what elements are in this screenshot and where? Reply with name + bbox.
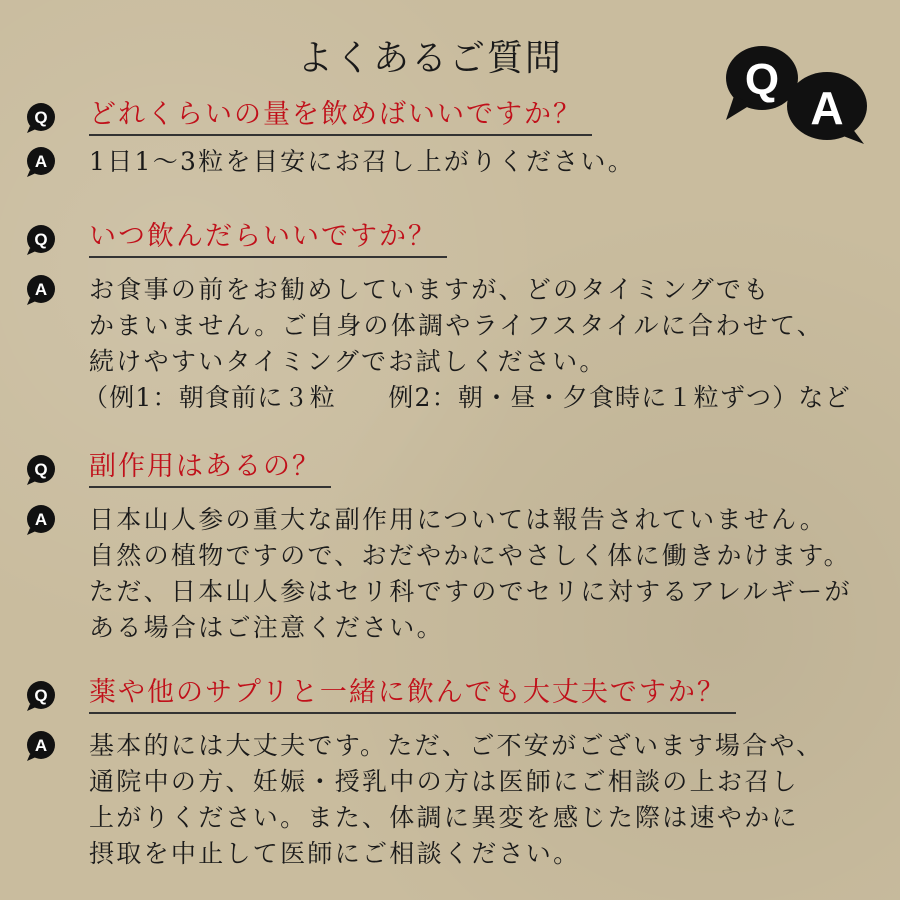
question-row [25, 674, 824, 714]
faq-item [25, 448, 852, 646]
answer-row [25, 728, 824, 872]
question-text: いつ飲んだらいいですか？ [89, 218, 447, 258]
answer-line: 自然の植物ですので、おだやかにやさしく体に働きかけます。 [89, 541, 851, 570]
answer-line: 通院中の方、妊娠・授乳中の方は医師にご相談の上お召し [89, 767, 799, 796]
question-text: どれくらいの量を飲めばいいですか？ [89, 96, 592, 136]
question-text: 薬や他のサプリと一緒に飲んでも大丈夫ですか？ [89, 674, 736, 714]
qa-speech-bubbles-logo [722, 36, 872, 146]
answer-line: 上がりください。また、体調に異変を感じた際は速やかに [89, 803, 799, 832]
question-row [25, 96, 635, 136]
answer-line: かまいません。ご自身の体調やライフスタイルに合わせて、 [89, 311, 825, 340]
answer-text [89, 728, 824, 872]
page-title: よくあるご質問 [296, 38, 563, 79]
logo-q-letter: Q [744, 55, 780, 104]
svg-text:A: A [34, 280, 48, 299]
answer-line: 基本的には大丈夫です。ただ、ご不安がございます場合や、 [89, 731, 824, 760]
answer-line: 続けやすいタイミングでお試しください。 [89, 347, 607, 376]
answer-text [83, 272, 851, 416]
answer-line: 日本山人参の重大な副作用については報告されていません。 [89, 505, 828, 534]
svg-text:A: A [34, 510, 48, 529]
a-bubble-icon [787, 72, 867, 144]
svg-text:Q: Q [34, 230, 48, 249]
a-badge-icon [25, 274, 57, 306]
q-badge-icon [25, 680, 57, 712]
answer-line: （例1：朝食前に３粒 例2：朝・昼・夕食時に１粒ずつ）など [83, 383, 851, 412]
q-badge-icon [25, 224, 57, 256]
answer-line: ただ、日本山人参はセリ科ですのでセリに対するアレルギーが [89, 577, 852, 606]
faq-item [25, 218, 851, 416]
svg-text:Q: Q [34, 108, 48, 127]
logo-a-letter: A [810, 82, 844, 134]
faq-item [25, 96, 635, 180]
answer-row [25, 144, 635, 180]
a-badge-icon [25, 730, 57, 762]
question-row [25, 448, 852, 488]
q-badge-icon [25, 454, 57, 486]
svg-text:A: A [34, 736, 48, 755]
svg-text:Q: Q [34, 686, 48, 705]
a-badge-icon [25, 146, 57, 178]
answer-line: 1日1〜3粒を目安にお召し上がりください。 [89, 147, 636, 176]
a-badge-icon [25, 504, 57, 536]
answer-row [25, 502, 852, 646]
svg-text:A: A [34, 152, 48, 171]
answer-text [89, 502, 852, 646]
answer-line: ある場合はご注意ください。 [89, 613, 444, 642]
svg-text:Q: Q [34, 460, 48, 479]
answer-text [89, 144, 635, 180]
question-text: 副作用はあるの？ [89, 448, 331, 488]
answer-line: 摂取を中止して医師にご相談ください。 [89, 839, 581, 868]
faq-item [25, 674, 824, 872]
answer-line: お食事の前をお勧めしていますが、どのタイミングでも [89, 275, 771, 304]
question-row [25, 218, 851, 258]
answer-row [25, 272, 851, 416]
q-badge-icon [25, 102, 57, 134]
